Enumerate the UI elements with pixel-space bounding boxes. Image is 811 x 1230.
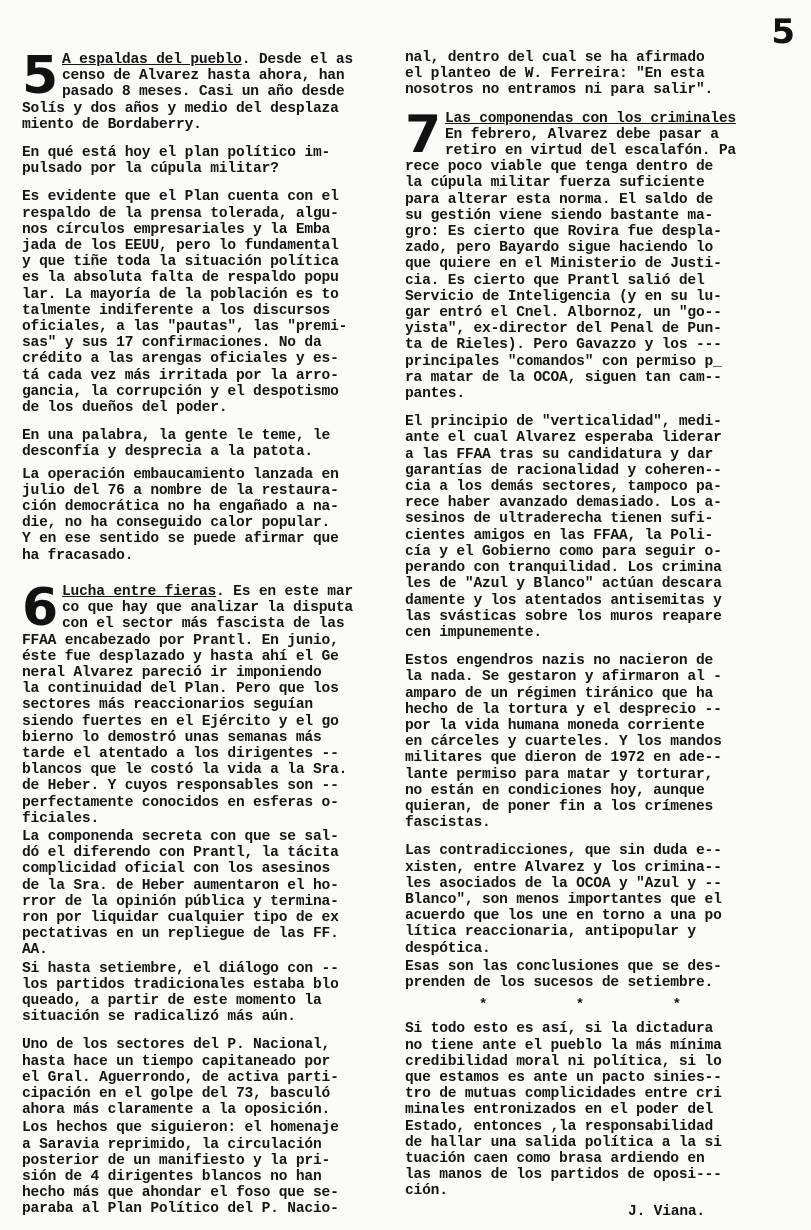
paragraph: . Es en este mar co que hay que analizar la disputa con el sector más fascista de las FFAA encabezado por Prantl. En junio, éste fue desplazado y hasta ahí el Ge neral Alvarez pareció ir imponiendo la continuidad del Plan. Pero que los sectores más reaccionarios seguían siendo fuertes en el Ejército y el go bierno lo demostró unas semanas más tarde el atentado a los dirigentes -- blancos que le costó la vida a la Sra. de Heber. Y cuyos responsables son -- perfectamente conocidos en esferas o- ficiales. bbox=[22, 583, 353, 827]
paragraph: Los hechos que siguieron: el homenaje a Saravia reprimido, la circulación posterior de un manifiesto y la pri- sión de 4 dirigentes blancos no han hecho más que ahondar el foso que se- paraba al Plan Político del P. Nacio- bbox=[22, 1120, 339, 1218]
drop-cap-5: 5 bbox=[22, 46, 58, 106]
paragraph: nal, dentro del cual se ha afirmado el planteo de W. Ferreira: "En esta nosotros no entramos ni para salir". bbox=[405, 50, 714, 99]
section-7 bbox=[405, 104, 765, 403]
section-heading: A espaldas del pueblo bbox=[61, 52, 242, 68]
drop-cap-6: 6 bbox=[22, 577, 58, 638]
paragraph: Esas son las conclusiones que se des- prenden de los sucesos de setiembre. bbox=[405, 958, 722, 991]
paragraph: Uno de los sectores del P. Nacional, hasta hace un tiempo capitaneado por el Gral. Aguerrondo, de activa parti- cipación en el golpe del 73, basculó ahora más claramente a la oposición. bbox=[22, 1037, 339, 1119]
paragraph: En una palabra, la gente le teme, le desconfía y desprecia a la patota. bbox=[22, 428, 331, 461]
left-column bbox=[22, 46, 386, 1230]
section-6 bbox=[22, 577, 386, 827]
right-column bbox=[405, 52, 765, 1220]
paragraph: Es evidente que el Plan cuenta con el respaldo de la prensa tolerada, algu- nos círculos empresariales y la Emba jada de los EEUU, pero lo fundamental y que tiñe toda la situación política es la absoluta falta de respaldo popu lar. La mayoría de la población es to talmente indiferente a los discursos oficiales, a las "pautas", las "premi- sas" y sus 17 confirmaciones. No da crédito a las arengas oficiales y es- tá cada vez más irritada por la arro- gancia, la corrupción y el despotismo de los dueños del poder. bbox=[22, 189, 348, 417]
paragraph: En qué está hoy el plan político im- pulsado por la cúpula militar? bbox=[22, 145, 331, 178]
drop-cap-7: 7 bbox=[405, 104, 441, 165]
paragraph: Si todo esto es así, si la dictadura no tiene ante el pueblo la más mínima credibilidad moral ni política, si lo que estamos es ante un pacto sinies-- tro de mutuas complicidades entre cri minales entronizados en el poder del Estado, entonces ,la responsabilidad de hallar una salida política a la si tuación caen como brasa ardiendo en las manos de los partidos de oposi--- ción. bbox=[405, 1021, 722, 1200]
page-number: 5 bbox=[771, 12, 795, 52]
paragraph: La operación embaucamiento lanzada en julio del 76 a nombre de la restaura- ción democrática no ha engañado a na- die, no ha conseguido calor popular. Y en ese sentido se puede afirmar que ha fracasado. bbox=[22, 466, 339, 564]
paragraph: Si hasta setiembre, el diálogo con -- los partidos tradicionales estaba blo queado, a partir de este momento la situación se radicalizó más aún. bbox=[22, 960, 339, 1026]
section-heading: Lucha entre fieras bbox=[61, 583, 217, 600]
paragraph: El principio de "verticalidad", medi- ante el cual Alvarez esperaba liderar a las FFAA tras su candidatura y dar garantías de racionalidad y coheren-- cia a los demás sectores, tampoco pa- rece haber avanzado demasiado. Los a- sesinos de ultraderecha tienen sufi- cientes amigos en las FFAA, la Poli- cía y el Gobierno como para seguir o- perando con tranquilidad. Los crimina les de "Azul y Blanco" actúan descara damente y los atentados antisemitas y las svásticas sobre los muros reapare cen impunemente. bbox=[405, 414, 722, 641]
author-signature: J. Viana. bbox=[627, 1203, 705, 1220]
section-heading: Las componendas con los criminales bbox=[444, 110, 736, 127]
paragraph: En febrero, Alvarez debe pasar a retiro en virtud del escalafón. Pa rece poco viable que tenga dentro de la cúpula militar fuerza suficiente para alterar esta norma. El saldo de su gestión viene siendo bastante ma- gro: Es cierto que Rovira fue despla- zado, pero Bayardo sigue haciendo lo que quiere en el Ministerio de Justi- cia. Es cierto que Prantl salió del Servicio de Inteligencia (y en su lu- gar entró el Cnel. Albornoz, un "go-- yista", ex-director del Penal de Pun- ta de Rieles). Pero Gavazzo y los --- principales "comandos" con permiso p_ ra matar de la OCOA, siguen tan cam-- pantes. bbox=[405, 126, 736, 403]
section-5 bbox=[22, 46, 386, 133]
paragraph: Las contradicciones, que sin duda e-- xisten, entre Alvarez y los crimina-- les asociados de la OCOA y "Azul y -- Blanco", son menos importantes que el acuerdo que los une en torno a una po lítica reaccionaria, antipopular y despótica. bbox=[405, 843, 722, 957]
paragraph: Estos engendros nazis no nacieron de la nada. Se gestaron y afirmaron al - amparo de un régimen tiránico que ha hecho de la tortura y el desprecio -- por la vida humana moneda corriente en cárceles y cuarteles. Y los mandos militares que dieron de 1972 en ade-- lante permiso para matar y torturar, no están en condiciones hoy, aunque quieran, de poner fin a los crímenes fascistas. bbox=[405, 653, 722, 832]
paragraph: . Desde el as censo de Alvarez hasta ahora, han pasado 8 meses. Casi un año desde Solís y dos años y medio del desplaza miento de Bordaberry. bbox=[22, 52, 353, 133]
paragraph: La componenda secreta con que se sal- dó el diferendo con Prantl, la tácita complicidad oficial con los asesinos de la Sra. de Heber aumentaron el ho- rror de la opinión pública y termina- ron por liquidar cualquier tipo de ex pectativas en un repliegue de las FF. AA. bbox=[22, 828, 339, 959]
section-separator: * * * bbox=[478, 997, 721, 1014]
